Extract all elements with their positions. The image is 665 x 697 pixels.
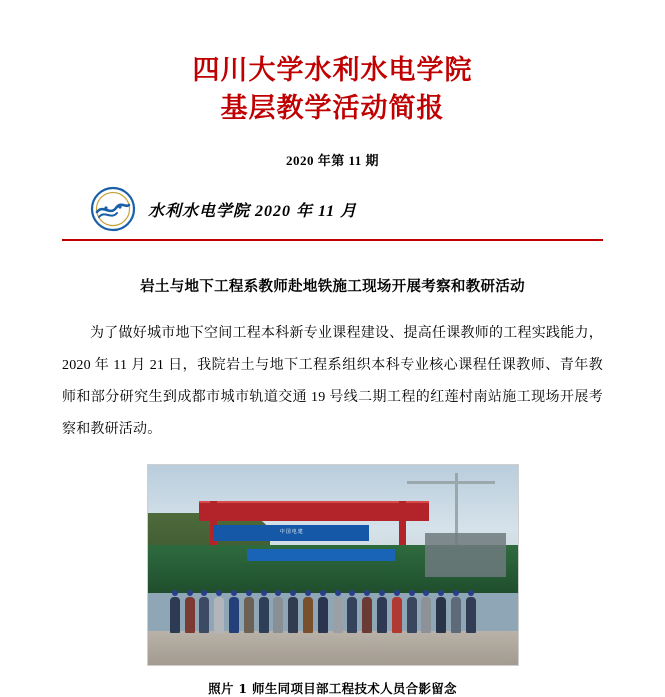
photo-banner-secondary — [247, 549, 395, 561]
masthead — [62, 0, 603, 128]
article-title: 岩土与地下工程系教师赴地铁施工现场开展考察和教研活动 — [140, 278, 525, 295]
photo-caption: 照片 1 师生同项目部工程技术人员合影留念 — [208, 681, 457, 696]
photo-banner: 中国电建 — [214, 525, 369, 541]
photo-gantry-beam — [199, 501, 428, 521]
photo-block — [147, 464, 519, 697]
school-emblem-icon — [90, 186, 136, 232]
logo-row — [62, 185, 603, 233]
masthead-title-line2: 基层教学活动简报 — [220, 93, 445, 124]
issue-number: 2020 年第 11 期 — [285, 153, 380, 168]
photo-group-of-people — [148, 585, 518, 633]
photo-crane-arm — [407, 481, 496, 484]
issue-date: 水利水电学院 2020 年 11 月 — [148, 202, 358, 220]
photo-machinery — [425, 533, 506, 577]
photo-ground — [148, 631, 518, 665]
article-body: 为了做好城市地下空间工程本科新专业课程建设、提高任课教师的工程实践能力，2020 年 11 月 21 日，我院岩土与地下工程系组织本科专业核心课程任课教师、青年教师和部分研究生到成都市城市轨道交通 19 号线二期工程的红莲村南站施工现场开展考察和教研活动。 — [62, 326, 603, 437]
masthead-title-line1: 四川大学水利水电学院 — [192, 55, 473, 86]
site-photo — [147, 464, 519, 666]
header-divider — [62, 239, 603, 241]
